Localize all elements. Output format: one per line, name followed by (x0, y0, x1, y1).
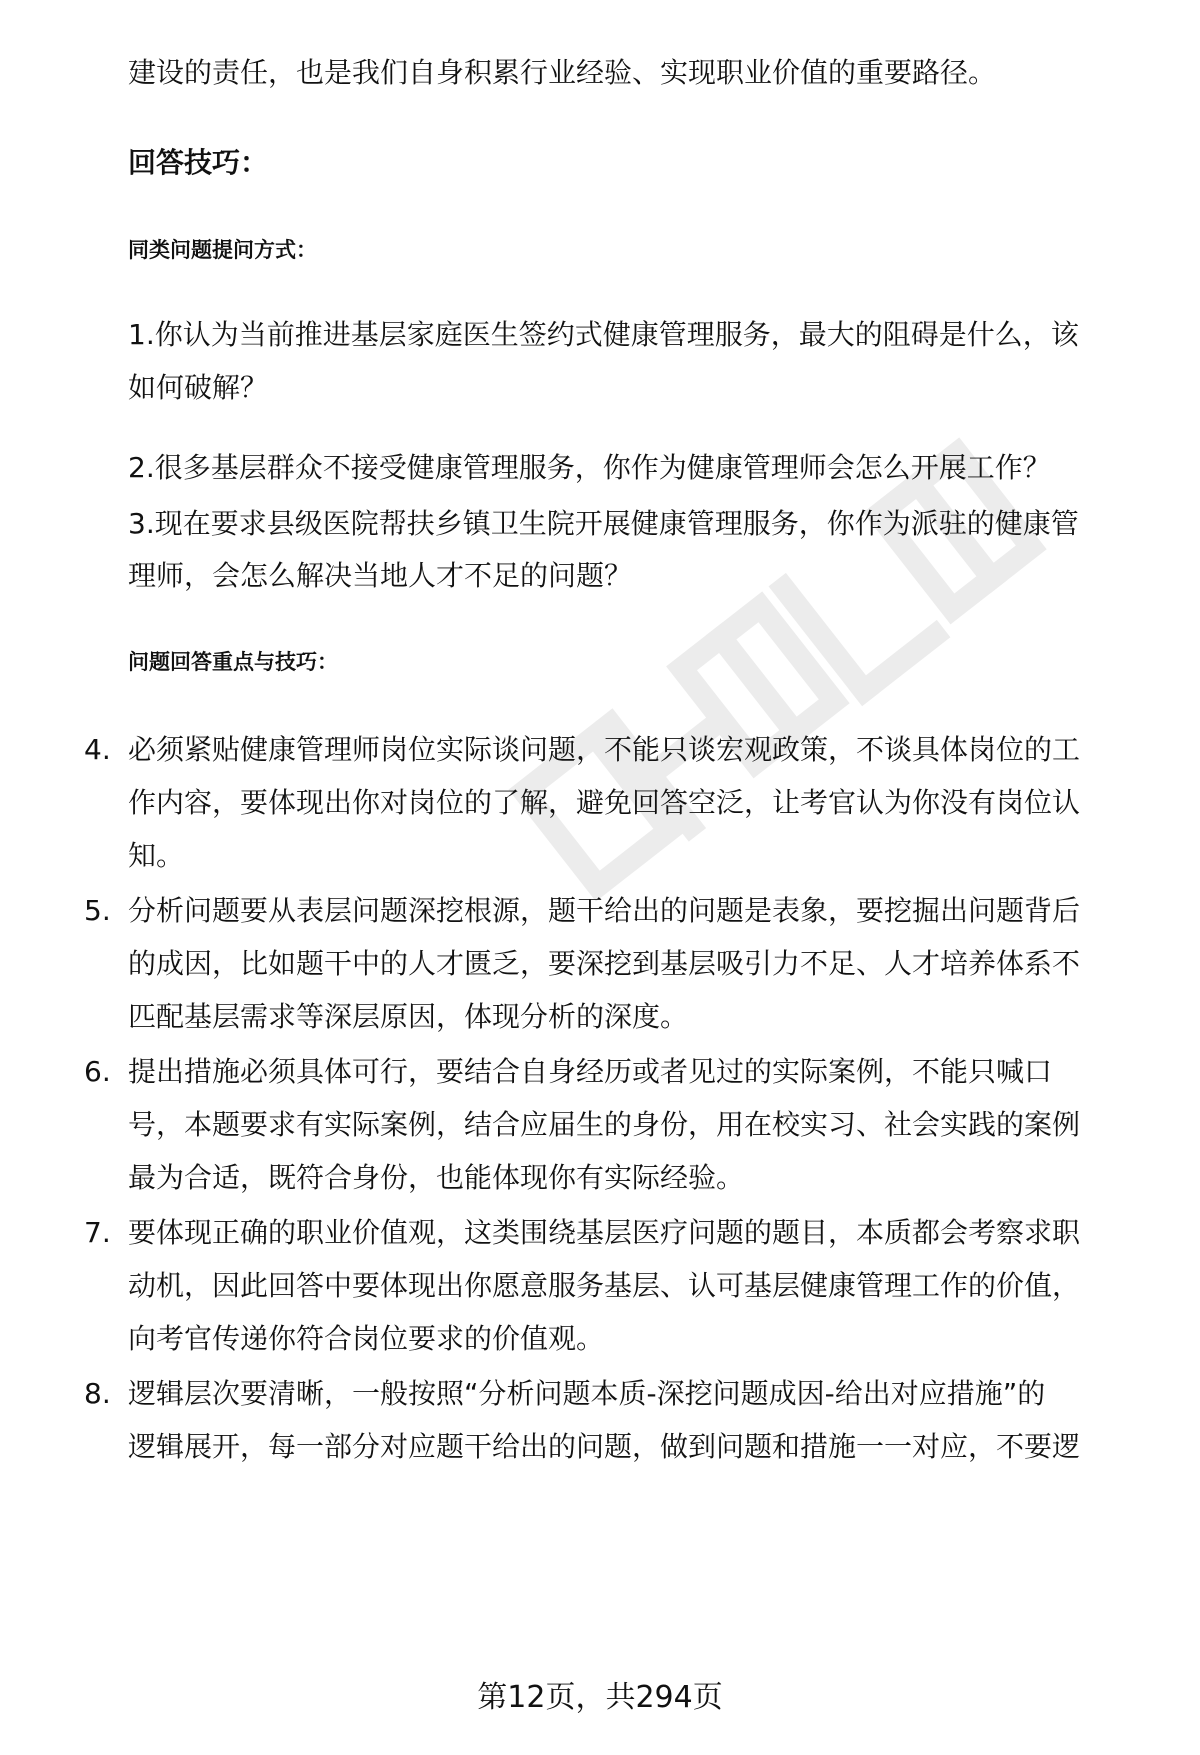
point-line: 必须紧贴健康管理师岗位实际谈问题，不能只谈宏观政策，不谈具体岗位的工 (128, 733, 1081, 766)
key-points-heading: 问题回答重点与技巧： (128, 650, 338, 674)
similar-question-line: 1.你认为当前推进基层家庭医生签约式健康管理服务，最大的阻碍是什么，该 (128, 318, 1079, 351)
similar-question-line: 3.现在要求县级医院帮扶乡镇卫生院开展健康管理服务，你作为派驻的健康管 (128, 507, 1079, 540)
point-line: 要体现正确的职业价值观，这类围绕基层医疗问题的题目，本质都会考察求职 (128, 1216, 1081, 1249)
point-number: 5. (84, 894, 111, 927)
similar-questions-heading: 同类问题提问方式： (128, 238, 317, 262)
point-line: 动机，因此回答中要体现出你愿意服务基层、认可基层健康管理工作的价值， (128, 1269, 1081, 1302)
point-line: 的成因，比如题干中的人才匮乏，要深挖到基层吸引力不足、人才培养体系不 (128, 947, 1081, 980)
top-text-line: 建设的责任，也是我们自身积累行业经验、实现职业价值的重要路径。 (128, 56, 997, 89)
similar-question-line: 2.很多基层群众不接受健康管理服务，你作为健康管理师会怎么开展工作？ (128, 451, 1051, 484)
point-line: 最为合适，既符合身份，也能体现你有实际经验。 (128, 1161, 745, 1194)
point-line: 知。 (128, 839, 185, 872)
point-line: 匹配基层需求等深层原因，体现分析的深度。 (128, 1000, 689, 1033)
point-number: 8. (84, 1377, 111, 1410)
point-line: 逻辑展开，每一部分对应题干给出的问题，做到问题和措施一一对应，不要逻 (128, 1430, 1081, 1463)
page-footer: 第12页，共294页 (477, 1680, 723, 1715)
point-line: 提出措施必须具体可行，要结合自身经历或者见过的实际案例，不能只喊口 (128, 1055, 1053, 1088)
point-line: 作内容，要体现出你对岗位的了解，避免回答空泛，让考官认为你没有岗位认 (128, 786, 1081, 819)
section-title: 回答技巧： (128, 146, 269, 179)
point-line: 号，本题要求有实际案例，结合应届生的身份，用在校实习、社会实践的案例 (128, 1108, 1081, 1141)
point-line: 分析问题要从表层问题深挖根源，题干给出的问题是表象，要挖掘出问题背后 (128, 894, 1081, 927)
similar-question-line: 如何破解？ (128, 371, 269, 404)
point-number: 6. (84, 1055, 111, 1088)
point-number: 4. (84, 733, 111, 766)
point-line: 向考官传递你符合岗位要求的价值观。 (128, 1322, 605, 1355)
point-number: 7. (84, 1216, 111, 1249)
point-line: 逻辑层次要清晰，一般按照“分析问题本质-深挖问题成因-给出对应措施”的 (128, 1377, 1046, 1410)
similar-question-line: 理师，会怎么解决当地人才不足的问题？ (128, 559, 633, 592)
